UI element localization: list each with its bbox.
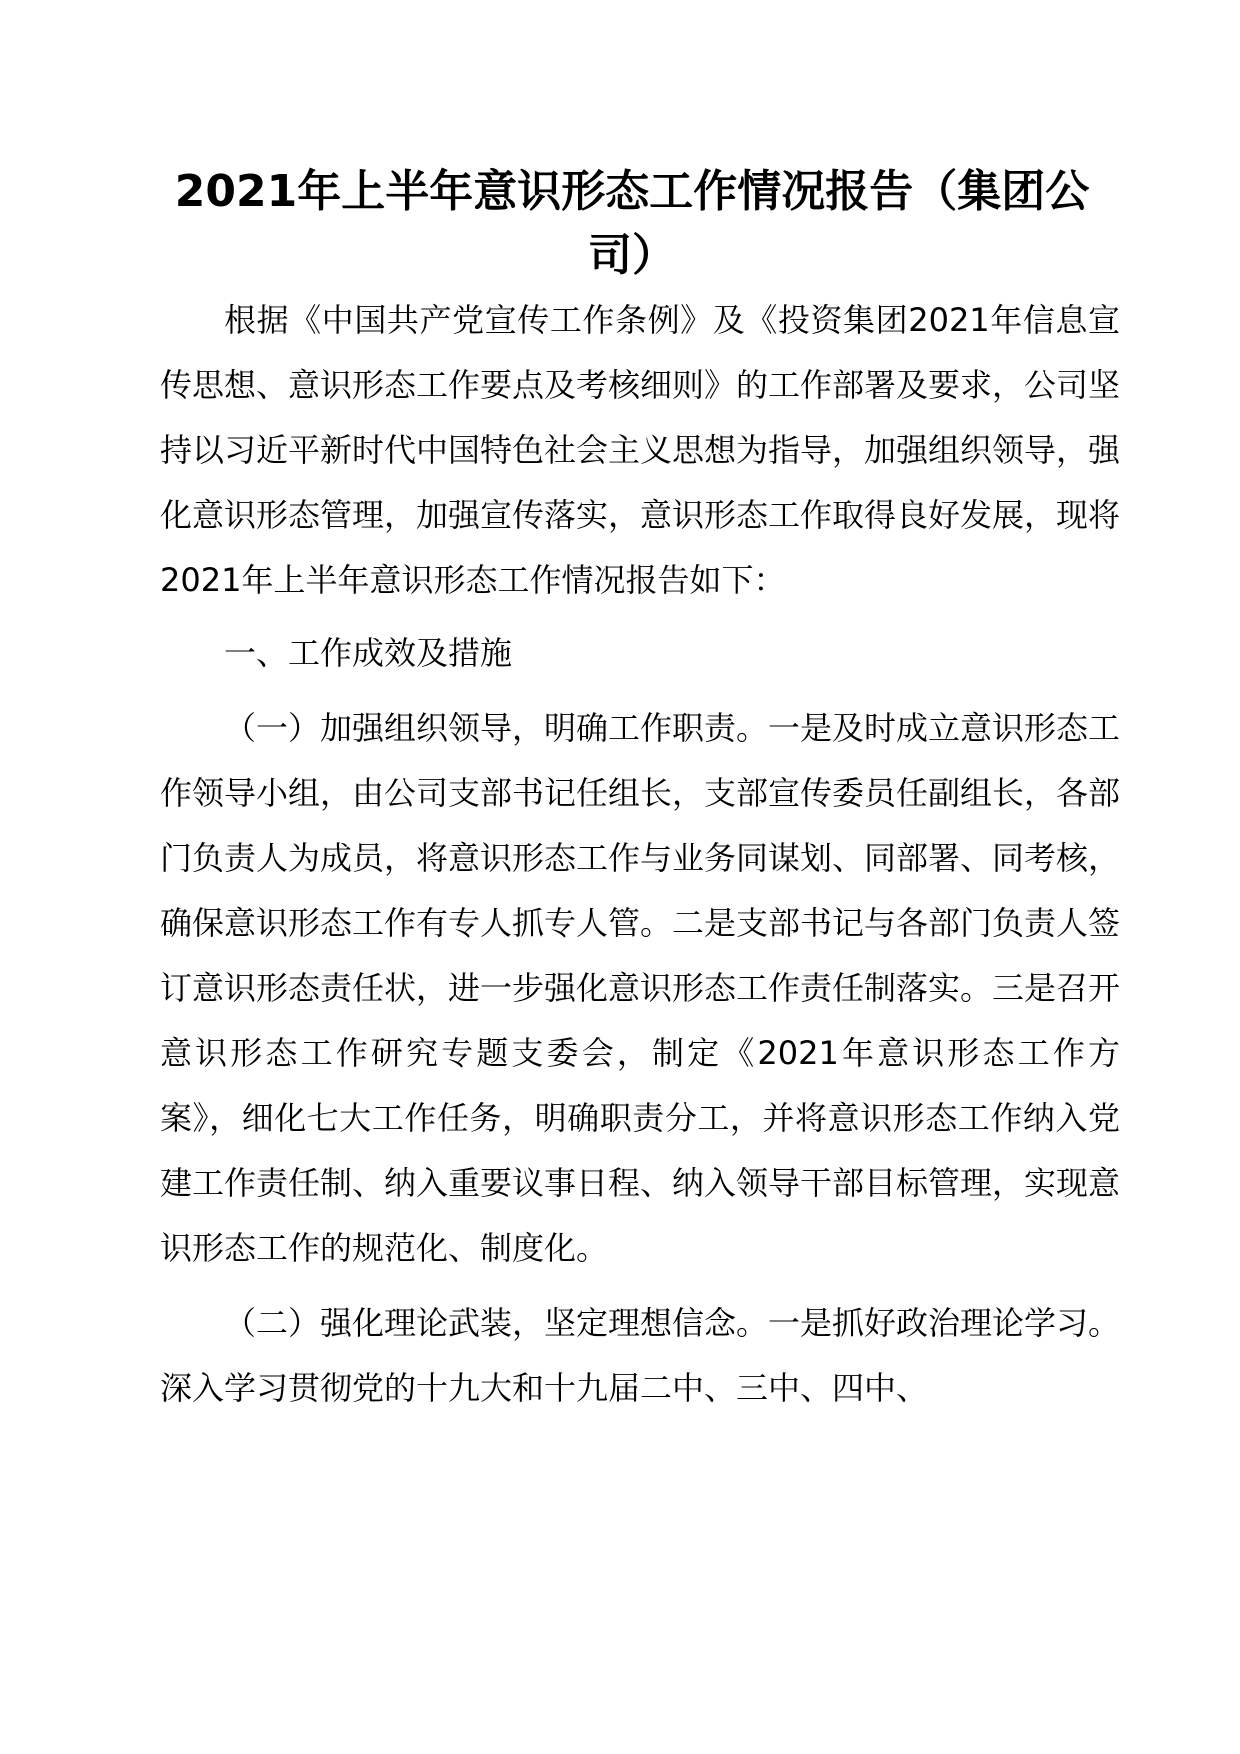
subsection-paragraph-2: （二）强化理论武装，坚定理想信念。一是抓好政治理论学习。深入学习贯彻党的十九大和十九届二中、三中、四中、 [160,1304,1121,1407]
subsection-paragraph-1: （一）加强组织领导，明确工作职责。一是及时成立意识形态工作领导小组，由公司支部书记任组长，支部宣传委员任副组长，各部门负责人为成员，将意识形态工作与业务同谋划、同部署、同考核，确保意识形态工作有专人抓专人管。二是支部书记与各部门负责人签订意识形态责任状，进一步强化意识形态工作责任制落实。三是召开意识形态工作研究专题支委会，制定《2021年意识形态工作方案》，细化七大工作任务，明确职责分工，并将意识形态工作纳入党建工作责任制、纳入重要议事日程、纳入领导干部目标管理，实现意识形态工作的规范化、制度化。 [160,709,1121,1267]
document-page [160,160,1120,1421]
intro-paragraph: 根据《中国共产党宣传工作条例》及《投资集团2021年信息宣传思想、意识形态工作要点及考核细则》的工作部署及要求，公司坚持以习近平新时代中国特色社会主义思想为指导，加强组织领导，强化意识形态管理，加强宣传落实，意识形态工作取得良好发展，现将2021年上半年意识形态工作情况报告如下： [160,301,1121,599]
document-title: 2021年上半年意识形态工作情况报告（集团公司） [174,166,1090,281]
section-heading-1: 一、工作成效及措施 [224,634,513,672]
